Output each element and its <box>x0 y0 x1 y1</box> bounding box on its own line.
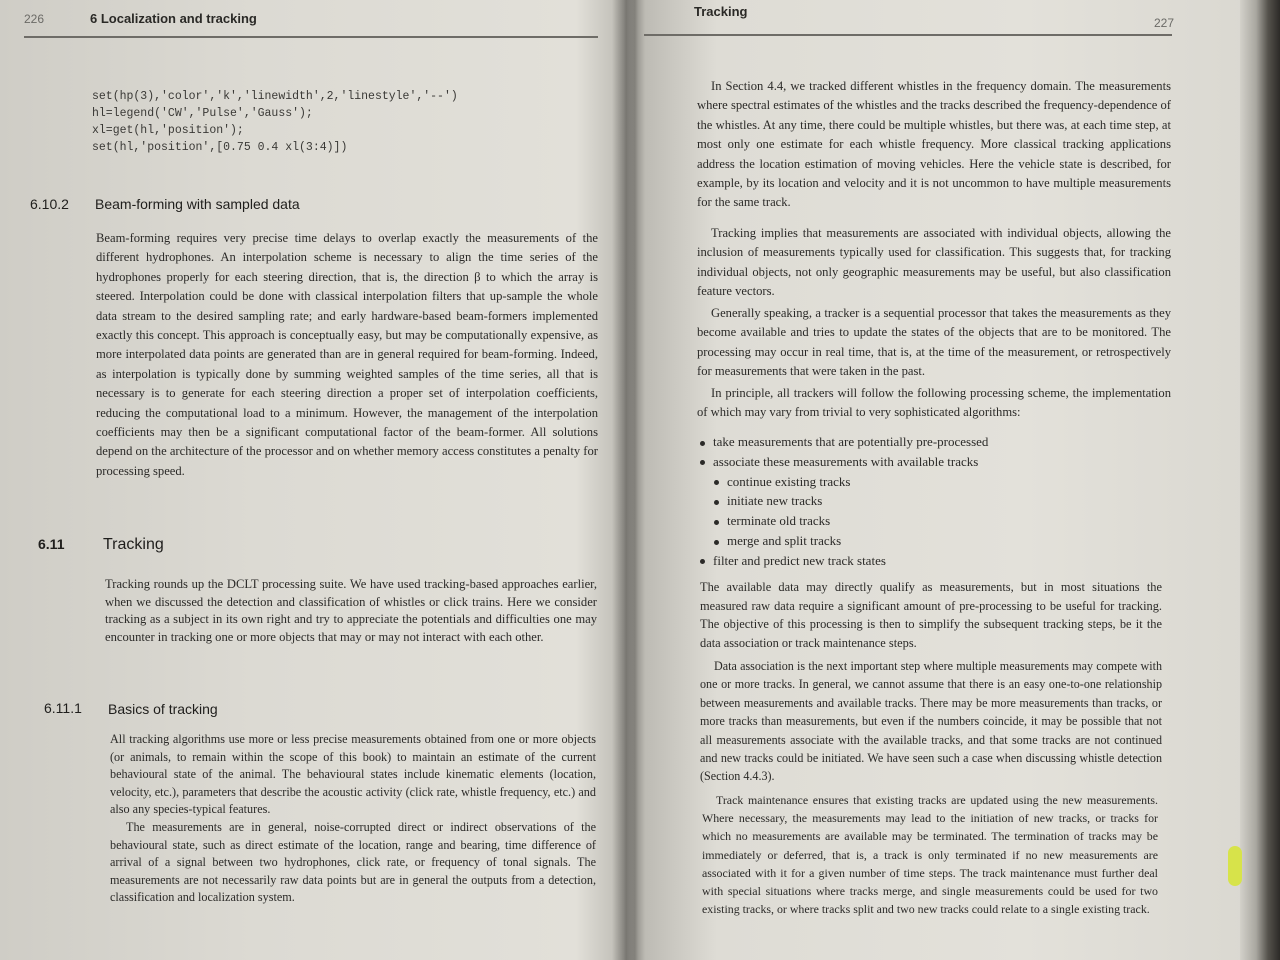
section-title-6-11: Tracking <box>103 536 164 553</box>
paragraph-basics-2: The measurements are in general, noise-corrupted direct or indirect observations of the behavioural state, such as direct estimate of the location, range and bearing, time difference of arrival of a signal between two hydrophones, click rate, or frequency of tonal signals. The measurements are not necessarily raw data points but are in general the outputs from a detection, classification and localization system. <box>110 820 596 905</box>
code-line: xl=get(hl,'position'); <box>92 124 244 137</box>
section-number-6-11: 6.11 <box>38 536 65 552</box>
left-running-head: 6 Localization and tracking <box>90 11 257 26</box>
list-item: associate these measurements with available tracks <box>700 452 988 472</box>
paragraph-in-principle: In principle, all trackers will follow the following processing scheme, the implementation of which may vary from trivial to very sophisticated algorithms: <box>697 386 1171 420</box>
code-line: set(hl,'position',[0.75 0.4 xl(3:4)]) <box>92 141 348 154</box>
right-running-head: Tracking <box>694 4 748 19</box>
right-page-lower <box>640 0 1240 960</box>
paragraph-generally-speaking: Generally speaking, a tracker is a sequential processor that takes the measurements as they become available and tries to update the states of the objects that are to be monitored. The processing may occur in real time, that is, at the time of the measurement, or retrospectively for measurements that were taken in the past. <box>697 306 1171 379</box>
paragraph-section-4-4: In Section 4.4, we tracked different whistles in the frequency domain. The measurements where spectral estimates of the whistles and the tracks described the frequency-dependence of the whistles. At any time, there could be multiple whistles, but there was, at each time step, at most only one estimate for each whistle frequency. More classical tracking applications address the location estimation of moving vehicles. Here the vehicle state is described, for example, by its location and velocity and it is not uncommon to have multiple measurements for the same track. <box>697 79 1171 210</box>
code-line: set(hp(3),'color','k','linewidth',2,'linestyle','--') <box>92 90 458 103</box>
list-item: initiate new tracks <box>700 491 988 511</box>
page-stack-edge <box>1240 0 1280 960</box>
paragraph-track-maintenance: Track maintenance ensures that existing tracks are updated using the new measurements. Where necessary, the measurements may lead to the initiation of new tracks, or tracks for which no measurements are available may be terminated. The termination of tracks may be immediately or deferred, that is, a track is only terminated if no new measurements are associated with it for a given number of time steps. The track maintenance must further deal with special situations where tracks merge, and single measurements could be used for two existing tracks, or where tracks split and two new tracks could relate to a single existing track. <box>702 793 1158 917</box>
list-item: take measurements that are potentially pre-processed <box>700 432 988 452</box>
list-item: continue existing tracks <box>700 472 988 492</box>
section-title-6-10-2: Beam-forming with sampled data <box>95 196 300 212</box>
section-number-6-10-2: 6.10.2 <box>30 196 69 212</box>
code-listing <box>92 88 458 156</box>
section-number-6-11-1: 6.11.1 <box>44 700 82 716</box>
section-title-6-11-1: Basics of tracking <box>108 701 218 717</box>
paragraph-data-association: Data association is the next important step where multiple measurements may compete with one or more tracks. In general, we cannot assume that there is an easy one-to-one relationship between measurements and available tracks. There may be more measurements than tracks, or more tracks than measurements, but even if the numbers coincide, it may be possible that not all measurements associate with the available tracks, and that some tracks are not continued and new tracks could be initiated. We have seen such a case when discussing whistle detection (Section 4.4.3). <box>700 659 1162 784</box>
left-page-number: 226 <box>24 12 45 26</box>
paragraph-tracking-intro: Tracking rounds up the DCLT processing suite. We have used tracking-based approaches earlier, when we discussed the detection and classification of whistles or click trains. Here we consider tracking as a subject in its own right and try to appreciate the potentials and difficulties one may encounter in tracking one or more objects that may or may not interact with each other. <box>105 577 597 644</box>
highlight-tab <box>1228 846 1242 886</box>
right-page-number: 227 <box>1154 16 1175 30</box>
paragraph-available-data: The available data may directly qualify as measurements, but in most situations the measured raw data require a significant amount of pre-processing to be useful for tracking. The objective of this processing is then to simplify the subsequent tracking steps, be it the data association or track maintenance steps. <box>700 580 1162 650</box>
list-item: terminate old tracks <box>700 511 988 531</box>
code-line: hl=legend('CW','Pulse','Gauss'); <box>92 107 313 120</box>
left-header-rule <box>24 36 598 38</box>
paragraph-basics-1: All tracking algorithms use more or less precise measurements obtained from one or more objects (or animals, to remain within the scope of this book) to maintain an estimate of the current behavioural state of the animal. The behavioural states include kinematic elements (location, velocity, etc.), parameters that describe the acoustic activity (click rate, whistle frequency, etc.) and also any species-typical features. <box>110 732 596 817</box>
paragraph-beamforming: Beam-forming requires very precise time delays to overlap exactly the measurements of the different hydrophones. An interpolation scheme is necessary to align the time series of the hydrophones properly for each steering direction, that is, the direction β to which the array is steered. Interpolation could be done with classical interpolation filters that up-sample the whole data stream to the desired sampling rate; and early hardware-based beam-formers implemented exactly this concept. This approach is conceptually easy, but may be computationally expensive, as more interpolated data points are generated than are in general required for beam-forming. Indeed, as interpolation is typically done by summing weighted samples of the time series, all that is necessary is to generate for each steering direction a proper set of interpolation coefficients, reducing the computational load to a minimum. However, the management of the interpolation coefficients may then be a significant computational factor of the beam-former. All solutions depend on the architecture of the processor and on whether memory access constitutes a penalty for processing speed. <box>96 231 598 478</box>
list-item: merge and split tracks <box>700 531 988 551</box>
list-item: filter and predict new track states <box>700 551 988 571</box>
paragraph-tracking-implies: Tracking implies that measurements are associated with individual objects, allowing the inclusion of measurements typically used for classification. This suggests that, for tracking individual objects, not only geographic measurements may be useful, but also classification feature vectors. <box>697 226 1171 299</box>
left-page <box>0 0 625 960</box>
